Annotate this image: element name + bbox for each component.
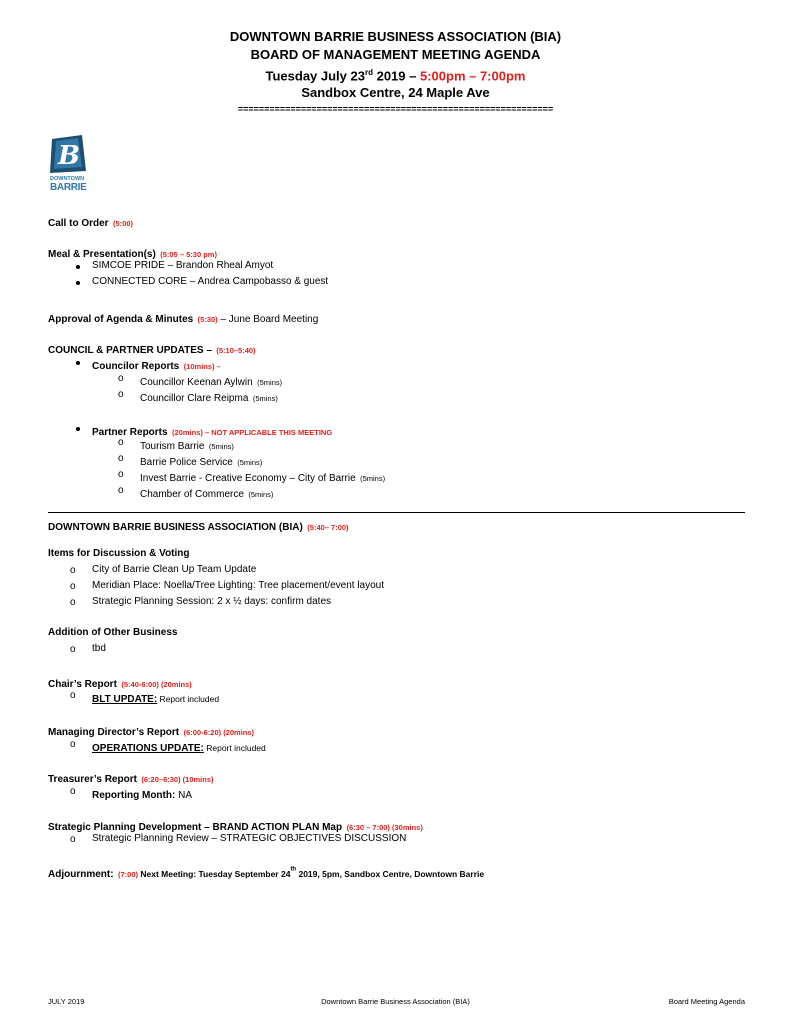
- meeting-date: Tuesday July 23: [265, 68, 365, 84]
- circle-bullet-icon: o: [70, 739, 76, 750]
- logo-text-downtown: DOWNTOWN: [50, 176, 85, 182]
- other-business-heading: Addition of Other Business: [48, 627, 178, 638]
- list-item: Meridian Place: Noella/Tree Lighting: Tree placement/event layout: [92, 580, 385, 591]
- date-suffix: rd: [364, 68, 373, 77]
- header-line-4: Sandbox Centre, 24 Maple Ave: [301, 85, 490, 100]
- downtown-barrie-logo: [48, 135, 88, 195]
- list-item: Reporting Month: NA: [92, 790, 192, 801]
- list-item: BLT UPDATE: Report included: [92, 694, 220, 705]
- partner-reports-heading: Partner Reports (20mins) – NOT APPLICABLE THIS MEETING: [92, 427, 333, 438]
- circle-bullet-icon: o: [118, 485, 124, 496]
- list-item: Councillor Clare Reipma (5mins): [140, 393, 278, 404]
- list-item: City of Barrie Clean Up Team Update: [92, 564, 257, 575]
- circle-bullet-icon: o: [118, 437, 124, 448]
- svg-text:B: B: [58, 141, 80, 171]
- bullet-icon: [76, 427, 80, 431]
- header-line-3: [0, 64, 791, 85]
- list-item: Strategic Planning Review – STRATEGIC OBJECTIVES DISCUSSION: [92, 833, 407, 844]
- list-item: SIMCOE PRIDE – Brandon Rheal Amyot: [92, 260, 274, 271]
- circle-bullet-icon: o: [70, 834, 76, 845]
- list-item: Chamber of Commerce (5mins): [140, 489, 274, 500]
- list-item: tbd: [92, 643, 106, 654]
- circle-bullet-icon: o: [70, 565, 76, 576]
- section-divider: [48, 512, 745, 513]
- footer-document-title: Board Meeting Agenda: [668, 997, 745, 1006]
- header-line-2: BOARD OF MANAGEMENT MEETING AGENDA: [250, 47, 541, 62]
- header-line-1: DOWNTOWN BARRIE BUSINESS ASSOCIATION (BIA): [229, 29, 562, 44]
- circle-bullet-icon: o: [118, 469, 124, 480]
- list-item: CONNECTED CORE – Andrea Campobasso & guest: [92, 276, 329, 287]
- logo-text-barrie: BARRIE: [50, 182, 87, 193]
- list-item: Councillor Keenan Aylwin (5mins): [140, 377, 283, 388]
- footer-date: JULY 2019: [48, 997, 85, 1006]
- bullet-icon: [76, 281, 80, 285]
- circle-bullet-icon: o: [70, 644, 76, 655]
- bia-heading: DOWNTOWN BARRIE BUSINESS ASSOCIATION (BIA) (5:40– 7:00): [48, 522, 349, 533]
- treasurer-report-heading: Treasurer’s Report (6:20–6:30) (10mins): [48, 774, 214, 785]
- meeting-time: 5:00pm – 7:00pm: [419, 68, 526, 84]
- councilor-reports-heading: Councilor Reports (10mins) –: [92, 361, 221, 372]
- list-item: OPERATIONS UPDATE: Report included: [92, 743, 266, 754]
- md-report-heading: Managing Director’s Report (6:00-6:20) (20mins): [48, 727, 255, 738]
- strategic-planning-heading: Strategic Planning Development – BRAND ACTION PLAN Map (6:30 – 7:00) (30mins): [48, 822, 423, 833]
- list-item: Invest Barrie - Creative Economy – City of Barrie (5mins): [140, 473, 386, 484]
- logo-mark-icon: [48, 135, 88, 175]
- approval-heading: Approval of Agenda & Minutes (5:30) – June Board Meeting: [48, 314, 319, 325]
- circle-bullet-icon: o: [70, 786, 76, 797]
- footer-organization: Downtown Barrie Business Association (BIA): [321, 997, 470, 1006]
- adjournment-line: Adjournment: (7:00) Next Meeting: Tuesday September 24th 2019, 5pm, Sandbox Centre, Downtown Barrie: [48, 866, 485, 880]
- header-rule: ============================================================: [237, 104, 554, 114]
- bullet-icon: [76, 265, 80, 269]
- call-to-order: Call to Order (5:00): [48, 218, 134, 229]
- discussion-heading: Items for Discussion & Voting: [48, 548, 190, 559]
- list-item: Tourism Barrie (5mins): [140, 441, 234, 452]
- circle-bullet-icon: o: [70, 581, 76, 592]
- bullet-icon: [76, 361, 80, 365]
- list-item: Strategic Planning Session: 2 x ½ days: confirm dates: [92, 596, 332, 607]
- circle-bullet-icon: o: [118, 389, 124, 400]
- council-partner-heading: COUNCIL & PARTNER UPDATES – (5:10–5:40): [48, 345, 256, 356]
- circle-bullet-icon: o: [118, 453, 124, 464]
- circle-bullet-icon: o: [118, 373, 124, 384]
- circle-bullet-icon: o: [70, 597, 76, 608]
- chair-report-heading: Chair’s Report (5:40-6:00) (20mins): [48, 679, 192, 690]
- circle-bullet-icon: o: [70, 690, 76, 701]
- meal-presentations-heading: Meal & Presentation(s) (5:05 – 5:30 pm): [48, 249, 217, 260]
- meeting-year: 2019 –: [372, 68, 420, 84]
- list-item: Barrie Police Service (5mins): [140, 457, 263, 468]
